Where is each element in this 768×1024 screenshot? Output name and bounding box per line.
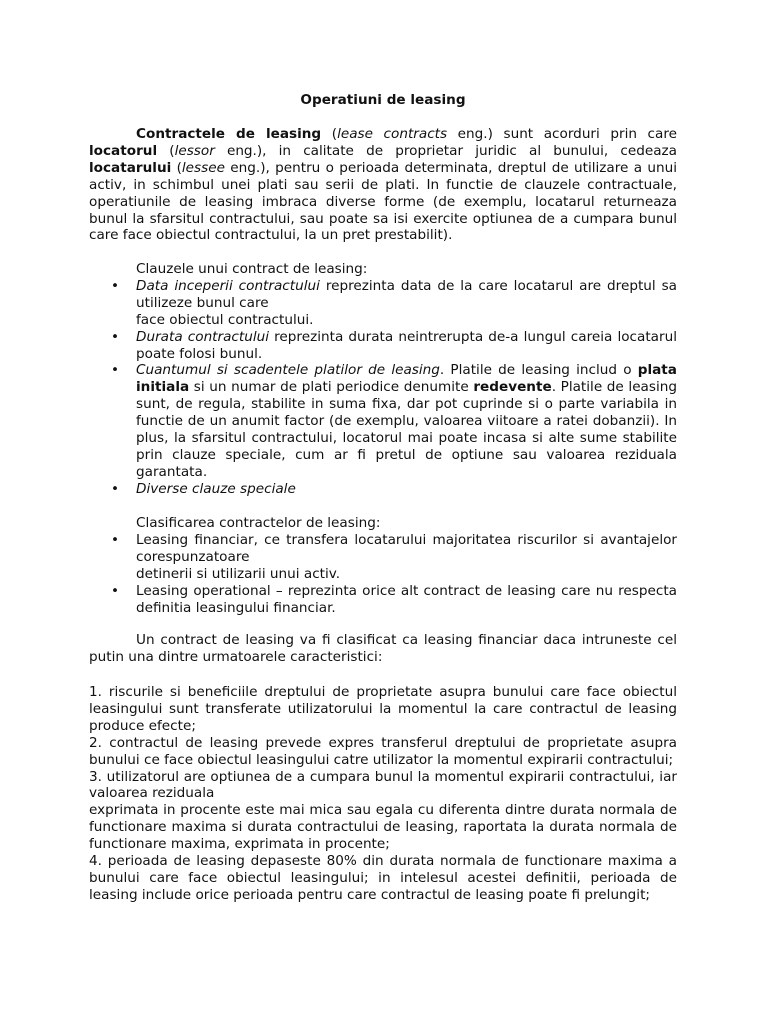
- criteria-item-continuation: exprimata in procente este mai mica sau egala cu diferenta dintre durata normala de functionare maxima si durata contractului de leasing, raportata la durata normala de functionare maxima, exprimata in procente;: [89, 802, 677, 853]
- clause-term: Durata contractului: [136, 328, 270, 345]
- list-item: [89, 329, 677, 363]
- bullet-icon: •: [111, 480, 120, 497]
- criteria-item: 4. perioada de leasing depaseste 80% din durata normala de functionare maxima a bunului care face obiectul leasingului; in intelesul acestei definitii, perioada de leasing include orice perioada pentru care contractul de leasing poate fi prelungit;: [89, 853, 677, 903]
- list-item: [89, 362, 677, 480]
- criteria-intro: Un contract de leasing va fi clasificat ca leasing financiar daca intruneste cel putin una dintre urmatoarele caracteristici:: [89, 632, 677, 665]
- clause-text: reprezinta data de la care locatarul are dreptul sa utilizeze bunul care: [136, 277, 677, 311]
- clause-text: . Platile de leasing includ o: [439, 362, 638, 379]
- term-plata-initiala: plata initiala: [136, 362, 677, 396]
- term-lease-contracts: lease contracts: [337, 126, 448, 142]
- list-item: [89, 583, 677, 617]
- clause-text: reprezinta durata neintrerupta de-a lungul careia locatarul poate folosi bunul.: [136, 328, 677, 362]
- intro-text-2: (: [157, 142, 175, 159]
- classification-text: Leasing financiar, ce transfera locatarului majoritatea riscurilor si avantajelor corespunzatoare: [136, 531, 677, 565]
- clause-text: face obiectul contractului.: [136, 311, 314, 328]
- classification-text: detinerii si utilizarii unui activ.: [136, 565, 341, 582]
- intro-text-1: eng.) sunt acorduri prin care: [447, 126, 678, 142]
- intro-text-5: eng.), pentru o perioada determinata, dreptul de utilizare a unui activ, in schimbul unei plati sau serii de plati. In functie de clauzele contractuale, operatiunile de leasing imbraca diverse forme (de exemplu, locatarul returneaza bunul la sfarsitul contractului, sau poate sa isi exercite optiunea de a cumpara bunul care face obiectul contractului, la un pret prestabilit).: [89, 159, 677, 244]
- clauses-section: [89, 261, 677, 498]
- intro-text-3: eng.), in calitate de proprietar juridic al bunului, cedeaza: [214, 142, 678, 159]
- list-item: [89, 532, 677, 566]
- clause-term: Diverse clauze speciale: [136, 480, 296, 497]
- bullet-icon: •: [111, 531, 120, 548]
- term-lessee: lessee: [181, 159, 225, 176]
- clause-term: Cuantumul si scadentele platilor de leasing: [136, 362, 440, 379]
- criteria-item: 1. riscurile si beneficiile dreptului de proprietate asupra bunului care face obiectul leasingului sunt transferate utilizatorului la momentul la care contractul de leasing produce efecte;: [89, 684, 677, 734]
- clause-text: . Platile de leasing sunt, de regula, stabilite in suma fixa, dar pot cuprinde si o parte variabila in functie de un anumit factor (de exemplu, valoarea viitoare a ratei dobanzii). In plus, la sfarsitul contractului, locatorul mai poate incasa si alte sume stabilite prin clauze speciale, cum ar fi pretul de optiune sau valoarea reziduala garantata.: [136, 379, 677, 480]
- intro-paragraph: Contractele de leasing (lease contracts eng.) sunt acorduri prin care locatorul (lessor eng.), in calitate de proprietar juridic al bunului, cedeaza locatarului (lessee eng.), pentru o perioada determinata, dreptul de utilizare a unui activ, in schimbul unei plati sau serii de plati. In functie de clauzele contractuale, operatiunile de leasing imbraca diverse forme (de exemplu, locatarul returneaza bunul la sfarsitul contractului, sau poate sa isi exercite optiunea de a cumpara bunul care face obiectul contractului, la un pret prestabilit).: [89, 126, 678, 244]
- term-locatarului: locatarului: [89, 159, 172, 176]
- list-item: [89, 278, 677, 312]
- clause-text: si un numar de plati periodice denumite: [189, 379, 474, 396]
- bullet-icon: •: [111, 582, 120, 599]
- intro-lead: Contractele de leasing: [136, 126, 322, 142]
- criteria-item: 3. utilizatorul are optiunea de a cumpara bunul la momentul expirarii contractului, iar valoarea reziduala: [89, 768, 677, 802]
- intro-text-4: (: [171, 159, 182, 176]
- clauses-heading: Clauzele unui contract de leasing:: [136, 261, 368, 277]
- page-title: Operatiuni de leasing: [300, 92, 466, 108]
- criteria-item: 2. contractul de leasing prevede expres transferul dreptului de proprietate asupra bunului ce face obiectul leasingului catre utilizator la momentul expirarii contractului;: [89, 734, 677, 768]
- classification-section: [89, 515, 677, 616]
- classification-text: Leasing operational – reprezinta orice alt contract de leasing care nu respecta definitia leasingului financiar.: [136, 582, 677, 616]
- term-locatorul: locatorul: [89, 142, 158, 159]
- list-item: [89, 481, 677, 498]
- classification-heading: Clasificarea contractelor de leasing:: [136, 515, 381, 531]
- term-redevente: redevente: [473, 379, 552, 396]
- clauses-list: [89, 278, 677, 498]
- bullet-icon: •: [111, 328, 120, 345]
- classification-list: [89, 532, 677, 617]
- clause-term: Data inceperii contractului: [136, 277, 320, 294]
- criteria-list: [89, 684, 677, 904]
- bullet-icon: •: [111, 277, 120, 294]
- term-lessor: lessor: [174, 142, 215, 159]
- bullet-icon: •: [111, 362, 120, 379]
- list-item-continuation: [89, 566, 677, 583]
- list-item-continuation: [89, 312, 677, 329]
